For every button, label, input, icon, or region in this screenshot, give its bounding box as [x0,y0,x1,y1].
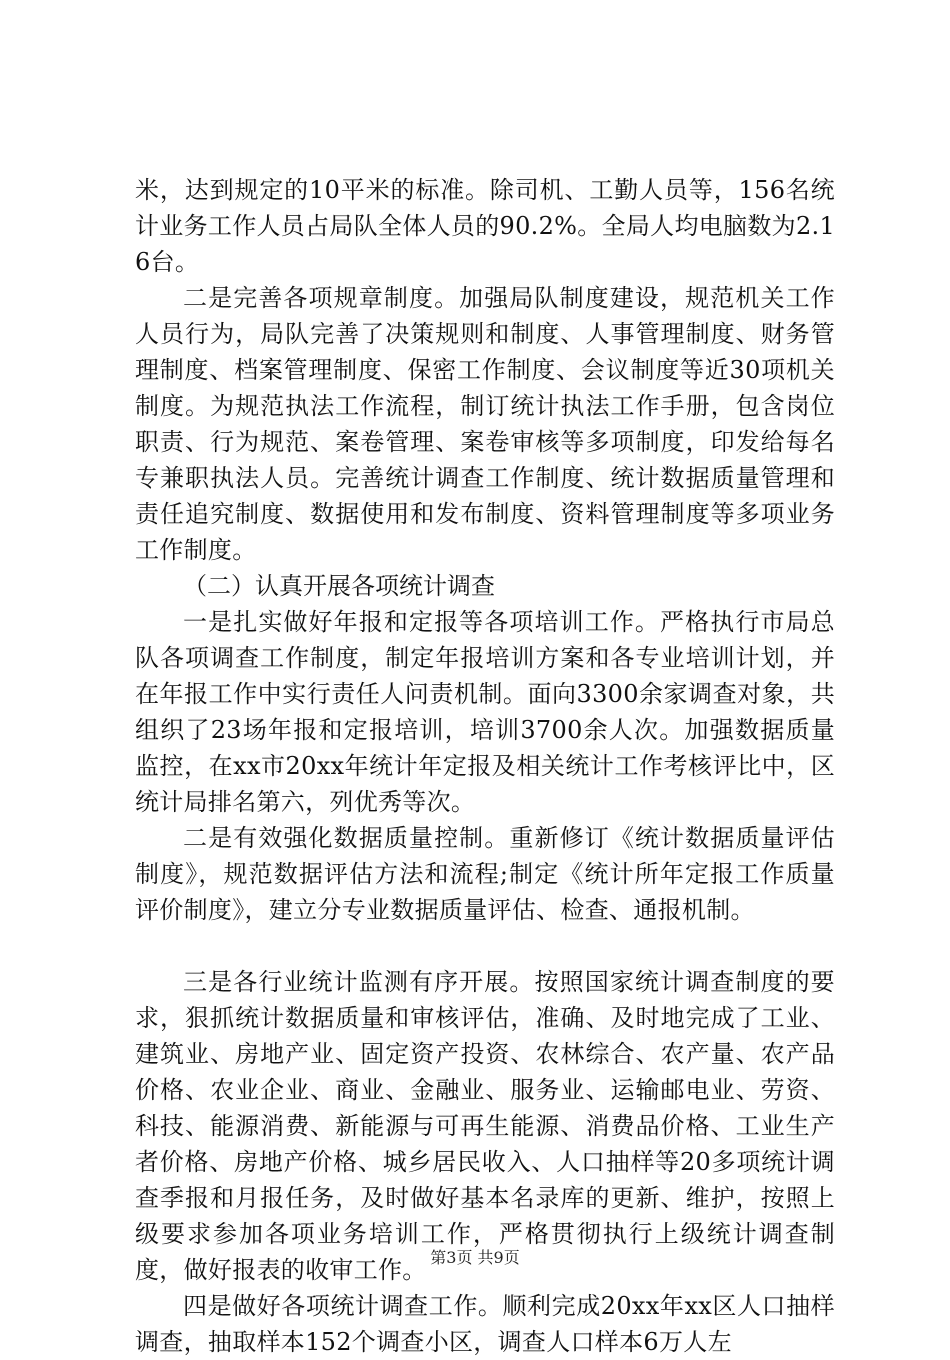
paragraph-surveys: 四是做好各项统计调查工作。顺利完成20xx年xx区人口抽样调查，抽取样本152个调查小区，调查人口样本6万人左 [135,1292,835,1356]
paragraph-quality-control: 二是有效强化数据质量控制。重新修订《统计数据质量评估制度》，规范数据评估方法和流程;制定《统计所年定报工作质量评价制度》，建立分专业数据质量评估、检查、通报机制。 [135,824,835,924]
paragraph-industry-monitoring: 三是各行业统计监测有序开展。按照国家统计调查制度的要求，狠抓统计数据质量和审核评估，准确、及时地完成了工业、建筑业、房地产业、固定资产投资、农林综合、农产量、农产品价格、农业企业、商业、金融业、服务业、运输邮电业、劳资、科技、能源消费、新能源与可再生能源、消费品价格、工业生产者价格、房地产价格、城乡居民收入、人口抽样等20多项统计调查季报和月报任务，及时做好基本名录库的更新、维护，按照上级要求参加各项业务培训工作，严格贯彻执行上级统计调查制度，做好报表的收审工作。 [135,968,835,1284]
paragraph-regulations: 二是完善各项规章制度。加强局队制度建设，规范机关工作人员行为，局队完善了决策规则和制度、人事管理制度、财务管理制度、档案管理制度、保密工作制度、会议制度等近30项机关制度。为规范执法工作流程，制订统计执法工作手册，包含岗位职责、行为规范、案卷管理、案卷审核等多项制度，印发给每名专兼职执法人员。完善统计调查工作制度、统计数据质量管理和责任追究制度、数据使用和发布制度、资料管理制度等多项业务工作制度。 [135,284,835,564]
section-heading: （二）认真开展各项统计调查 [183,572,495,600]
document-body [135,172,835,1360]
page-footer: 第3页 共9页 [430,1248,520,1267]
paragraph-training: 一是扎实做好年报和定报等各项培训工作。严格执行市局总队各项调查工作制度，制定年报培训方案和各专业培训计划，并在年报工作中实行责任人问责机制。面向3300余家调查对象，共组织了23场年报和定报培训，培训3700余人次。加强数据质量监控，在xx市20xx年统计年定报及相关统计工作考核评比中，区统计局排名第六，列优秀等次。 [135,608,835,816]
paragraph-gap [135,928,835,964]
paragraph-continuation: 米，达到规定的10平米的标准。除司机、工勤人员等，156名统计业务工作人员占局队全体人员的90.2%。全局人均电脑数为2.16台。 [135,176,836,276]
